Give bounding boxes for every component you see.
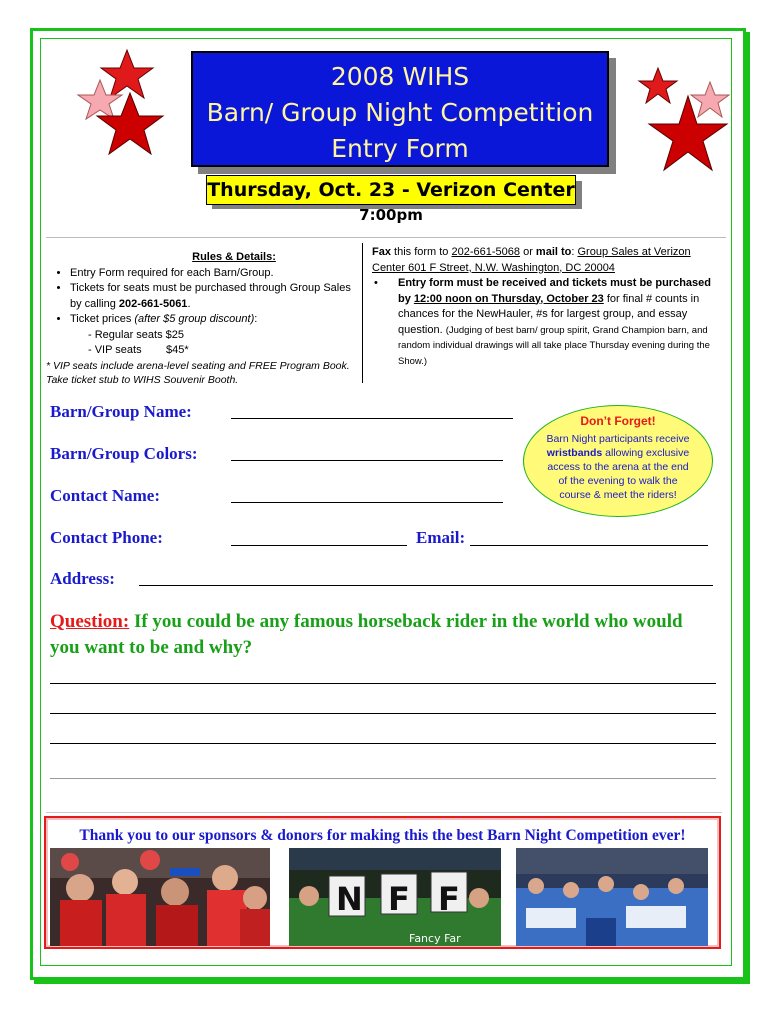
answer-line[interactable] bbox=[50, 743, 716, 744]
rule-text: Ticket prices bbox=[70, 313, 135, 325]
contact-phone-label: Contact Phone: bbox=[50, 528, 163, 547]
barn-colors-field[interactable] bbox=[231, 460, 503, 461]
rule-item bbox=[70, 266, 362, 282]
address-label: Address: bbox=[50, 569, 115, 588]
question-label: Question: bbox=[50, 611, 130, 632]
title-line-2: Barn/ Group Night Competition bbox=[206, 98, 594, 127]
contact-name-label: Contact Name: bbox=[50, 486, 160, 505]
deadline-text bbox=[398, 276, 720, 369]
photo-crowd-red bbox=[50, 848, 270, 946]
counts-text: for final # counts in chances for the NewHauler, #s for largest group, and essay question. bbox=[398, 292, 700, 336]
email-label: Email: bbox=[416, 528, 466, 547]
contact-phone-field[interactable] bbox=[231, 545, 407, 546]
deadline-date: 12:00 noon on Thursday, October 23 bbox=[413, 292, 604, 305]
photo-nff-sign bbox=[289, 848, 501, 946]
rules-heading: Rules & Details: bbox=[192, 251, 276, 263]
question-text: If you could be any famous horseback rider in the world who would you want to be and why? bbox=[50, 611, 683, 658]
fax-label: Fax bbox=[372, 246, 391, 258]
or-text: or bbox=[520, 246, 536, 258]
section-divider bbox=[46, 812, 722, 813]
star-decoration-left bbox=[72, 48, 192, 168]
fax-text: this form to bbox=[390, 246, 452, 258]
barn-name-field[interactable] bbox=[231, 418, 513, 419]
vip-footnote: * VIP seats include arena-level seating and FREE Program Book. Take ticket stub to WIHS Souvenir Booth. bbox=[46, 359, 350, 386]
rules-section bbox=[46, 243, 363, 386]
rule-text: Entry Form required for each Barn/Group. bbox=[70, 266, 274, 279]
barn-colors-label: Barn/Group Colors: bbox=[50, 444, 198, 463]
dont-forget-text bbox=[524, 432, 712, 502]
title-box bbox=[191, 51, 609, 167]
group-sales-phone: 202-661-5061 bbox=[118, 297, 188, 310]
dont-forget-callout bbox=[523, 405, 713, 517]
price-vip: - VIP seats $45* bbox=[88, 344, 189, 356]
sponsors-thanks: Thank you to our sponsors & donors for making this the best Barn Night Competition ever! bbox=[79, 827, 686, 844]
answer-line[interactable] bbox=[50, 778, 716, 779]
sign-letter-2: F bbox=[388, 880, 410, 918]
deadline-lead: Entry form must be received and tickets must be purchased by bbox=[398, 277, 711, 305]
title-line-3: Entry Form bbox=[331, 134, 469, 163]
sign-letter bbox=[336, 880, 460, 918]
wristbands-text: wristbands bbox=[546, 447, 603, 459]
title-line-1: 2008 WIHS bbox=[330, 62, 470, 91]
rule-item bbox=[70, 312, 362, 359]
deadline-item bbox=[372, 276, 720, 369]
price-regular: - Regular seats $25 bbox=[88, 328, 184, 341]
rule-text: . bbox=[187, 297, 191, 310]
address-field[interactable] bbox=[139, 585, 713, 586]
bullet: • bbox=[374, 277, 378, 289]
judging-text: (Judging of best barn/ group spirit, Grand Champion barn, and random individual drawings will all take place Thursday evening during the Show.) bbox=[398, 324, 710, 367]
fax-number: 202-661-5068 bbox=[451, 246, 521, 258]
discount-note: (after $5 group discount) bbox=[134, 313, 255, 325]
answer-line[interactable] bbox=[50, 683, 716, 684]
dont-forget-title: Don’t Forget! bbox=[580, 414, 656, 428]
header-divider bbox=[46, 237, 726, 238]
photo-crowd-red-image bbox=[50, 848, 270, 946]
reminder-text: allowing exclusive access to the arena at the end of the evening to walk the course & meet the riders! bbox=[547, 447, 690, 501]
event-date-place: Thursday, Oct. 23 - Verizon Center bbox=[206, 175, 576, 205]
rule-item bbox=[70, 281, 362, 312]
colon-text: : bbox=[571, 246, 578, 258]
event-time: 7:00pm bbox=[359, 206, 423, 224]
rule-text: Tickets for seats must be purchased through Group Sales by calling bbox=[70, 282, 351, 310]
fax-line bbox=[372, 245, 720, 276]
email-field[interactable] bbox=[470, 545, 708, 546]
photo-nff-image bbox=[289, 848, 501, 946]
sign-letter-3: F bbox=[438, 880, 460, 918]
mailing-address: Group Sales at Verizon Center 601 F Street, N.W. Washington, DC 20004 bbox=[372, 246, 691, 274]
photo-crowd-blue-image bbox=[516, 848, 708, 946]
photo-caption: Fancy Far bbox=[409, 932, 461, 945]
reminder-text: Barn Night participants receive bbox=[546, 433, 690, 445]
barn-name-label: Barn/Group Name: bbox=[50, 402, 192, 421]
sign-letter-1: N bbox=[336, 880, 363, 918]
submission-instructions bbox=[372, 245, 720, 369]
mail-label: mail to bbox=[535, 246, 572, 258]
photo-crowd-blue bbox=[516, 848, 708, 946]
star-decoration-right bbox=[622, 52, 737, 182]
essay-question bbox=[50, 609, 710, 661]
rule-text: : bbox=[254, 313, 258, 325]
rules-list bbox=[46, 266, 362, 359]
contact-name-field[interactable] bbox=[231, 502, 503, 503]
answer-line[interactable] bbox=[50, 713, 716, 714]
